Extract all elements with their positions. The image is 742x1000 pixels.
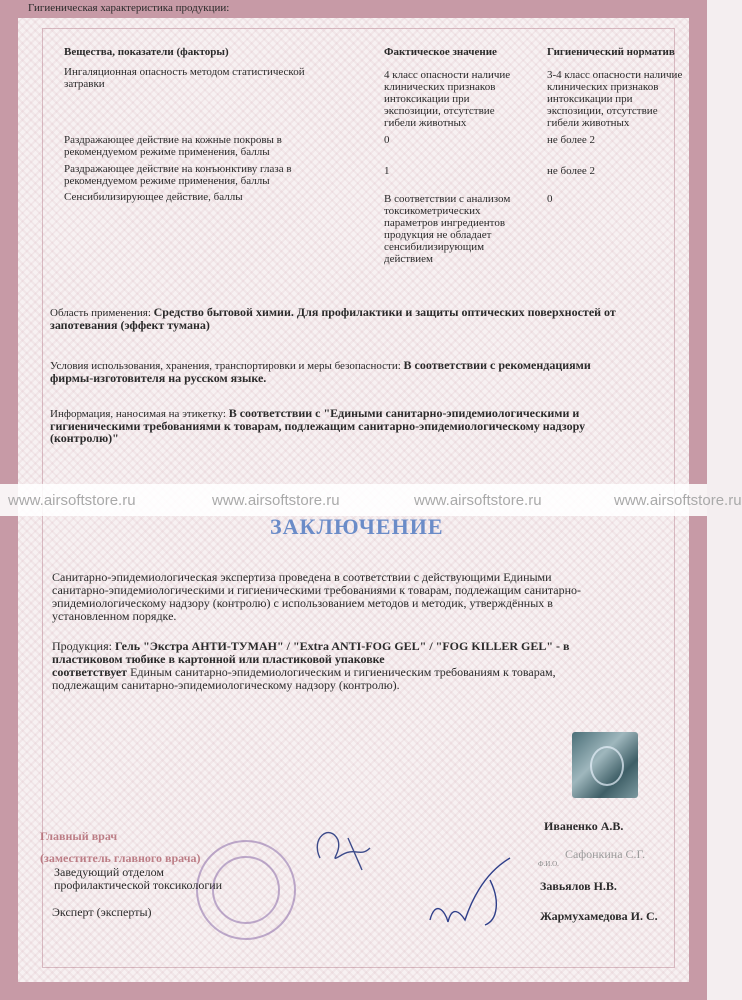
watermark-text: www.airsoftstore.ru	[212, 492, 340, 509]
application-area: Область применения: Средство бытовой химии. Для профилактики и защиты оптических поверхностей от запотевания (эффект тумана)	[50, 305, 616, 332]
label-information: Информация, наносимая на этикетку: В соответствии с "Едиными санитарно-эпидемиологическими и гигиеническими требованиями к товарам, подлежащим санитарно-эпидемиологическому надзору (контролю)"	[50, 406, 586, 445]
signature-department-head	[420, 850, 530, 935]
table-row-1-actual: 4 класс опасности наличие клинических признаков интоксикации при экспозиции, отсутствие гибели животных	[384, 69, 511, 129]
table-row-1-norm: 3-4 класс опасности наличие клинических признаков интоксикации при экспозиции, отсутствие гибели животных	[547, 69, 683, 129]
round-stamp-inner	[212, 856, 280, 924]
table-row-4-name: Сенсибилизирующее действие, баллы	[64, 191, 243, 203]
column-header-norm: Гигиенический норматив	[547, 46, 675, 58]
expert-name: Жармухамедова И. С.	[540, 909, 658, 923]
chief-doctor-label: Главный врач	[40, 829, 118, 843]
hologram-emblem-icon	[590, 746, 624, 786]
column-header-substances: Вещества, показатели (факторы)	[64, 46, 229, 58]
table-row-2-actual: 0	[384, 134, 390, 146]
department-head-label: Заведующий отделом профилактической токсикологии	[54, 865, 223, 892]
table-row-3-norm: не более 2	[547, 165, 595, 177]
hygiene-characteristics-heading: Гигиеническая характеристика продукции:	[28, 2, 230, 14]
table-row-3-actual: 1	[384, 165, 390, 177]
conclusion-title: ЗАКЛЮЧЕНИЕ	[270, 514, 444, 539]
usage-conditions: Условия использования, хранения, транспортировки и меры безопасности: В соответствии с рекомендациями фирмы-изготовителя на русском языке.	[50, 358, 591, 385]
deputy-label: (заместитель главного врача)	[40, 851, 201, 865]
watermark-text: www.airsoftstore.ru	[8, 492, 136, 509]
expert-label: Эксперт (эксперты)	[52, 905, 152, 919]
faded-name-stamp: Сафонкина С.Г.	[565, 847, 646, 861]
conclusion-paragraph: Санитарно-эпидемиологическая экспертиза проведена в соответствии с действующими Едиными санитарно-эпидемиологическими и гигиеническими требованиями к товарам, подлежащим санитарно- эпидемиологическому надзору (контролю) с использованием методов и методик, утверждённых в установленном порядке.	[52, 570, 582, 623]
table-row-2-norm: не более 2	[547, 134, 595, 146]
table-row-4-actual: В соответствии с анализом токсикометрических параметров ингредиентов продукция не обладает сенсибилизирующим действием	[384, 193, 511, 265]
table-row-4-norm: 0	[547, 193, 553, 205]
table-row-3-name: Раздражающее действие на конъюнктиву глаза в рекомендуемом режиме применения, баллы	[64, 163, 292, 187]
fio-label: Ф.И.О.	[538, 860, 559, 868]
watermark-text: www.airsoftstore.ru	[614, 492, 742, 509]
department-head-name: Завьялов Н.В.	[540, 879, 617, 893]
product-statement: Продукция: Гель "Экстра АНТИ-ТУМАН" / "Extra ANTI-FOG GEL" / "FOG KILLER GEL" - в пластиковом тюбике в картонной или пластиковой упаковке соответствует Единым санитарно-эпидемиологическим и гигиеническим требованиям к товарам, подлежащим санитарно-эпидемиологическому надзору (контролю).	[52, 639, 570, 692]
column-header-actual: Фактическое значение	[384, 46, 497, 58]
table-row-2-name: Раздражающее действие на кожные покровы в рекомендуемом режиме применения, баллы	[64, 134, 282, 158]
watermark-text: www.airsoftstore.ru	[414, 492, 542, 509]
chief-name: Иваненко А.В.	[544, 819, 624, 833]
table-row-1-name: Ингаляционная опасность методом статистической затравки	[64, 66, 305, 90]
signature-chief	[300, 818, 390, 878]
